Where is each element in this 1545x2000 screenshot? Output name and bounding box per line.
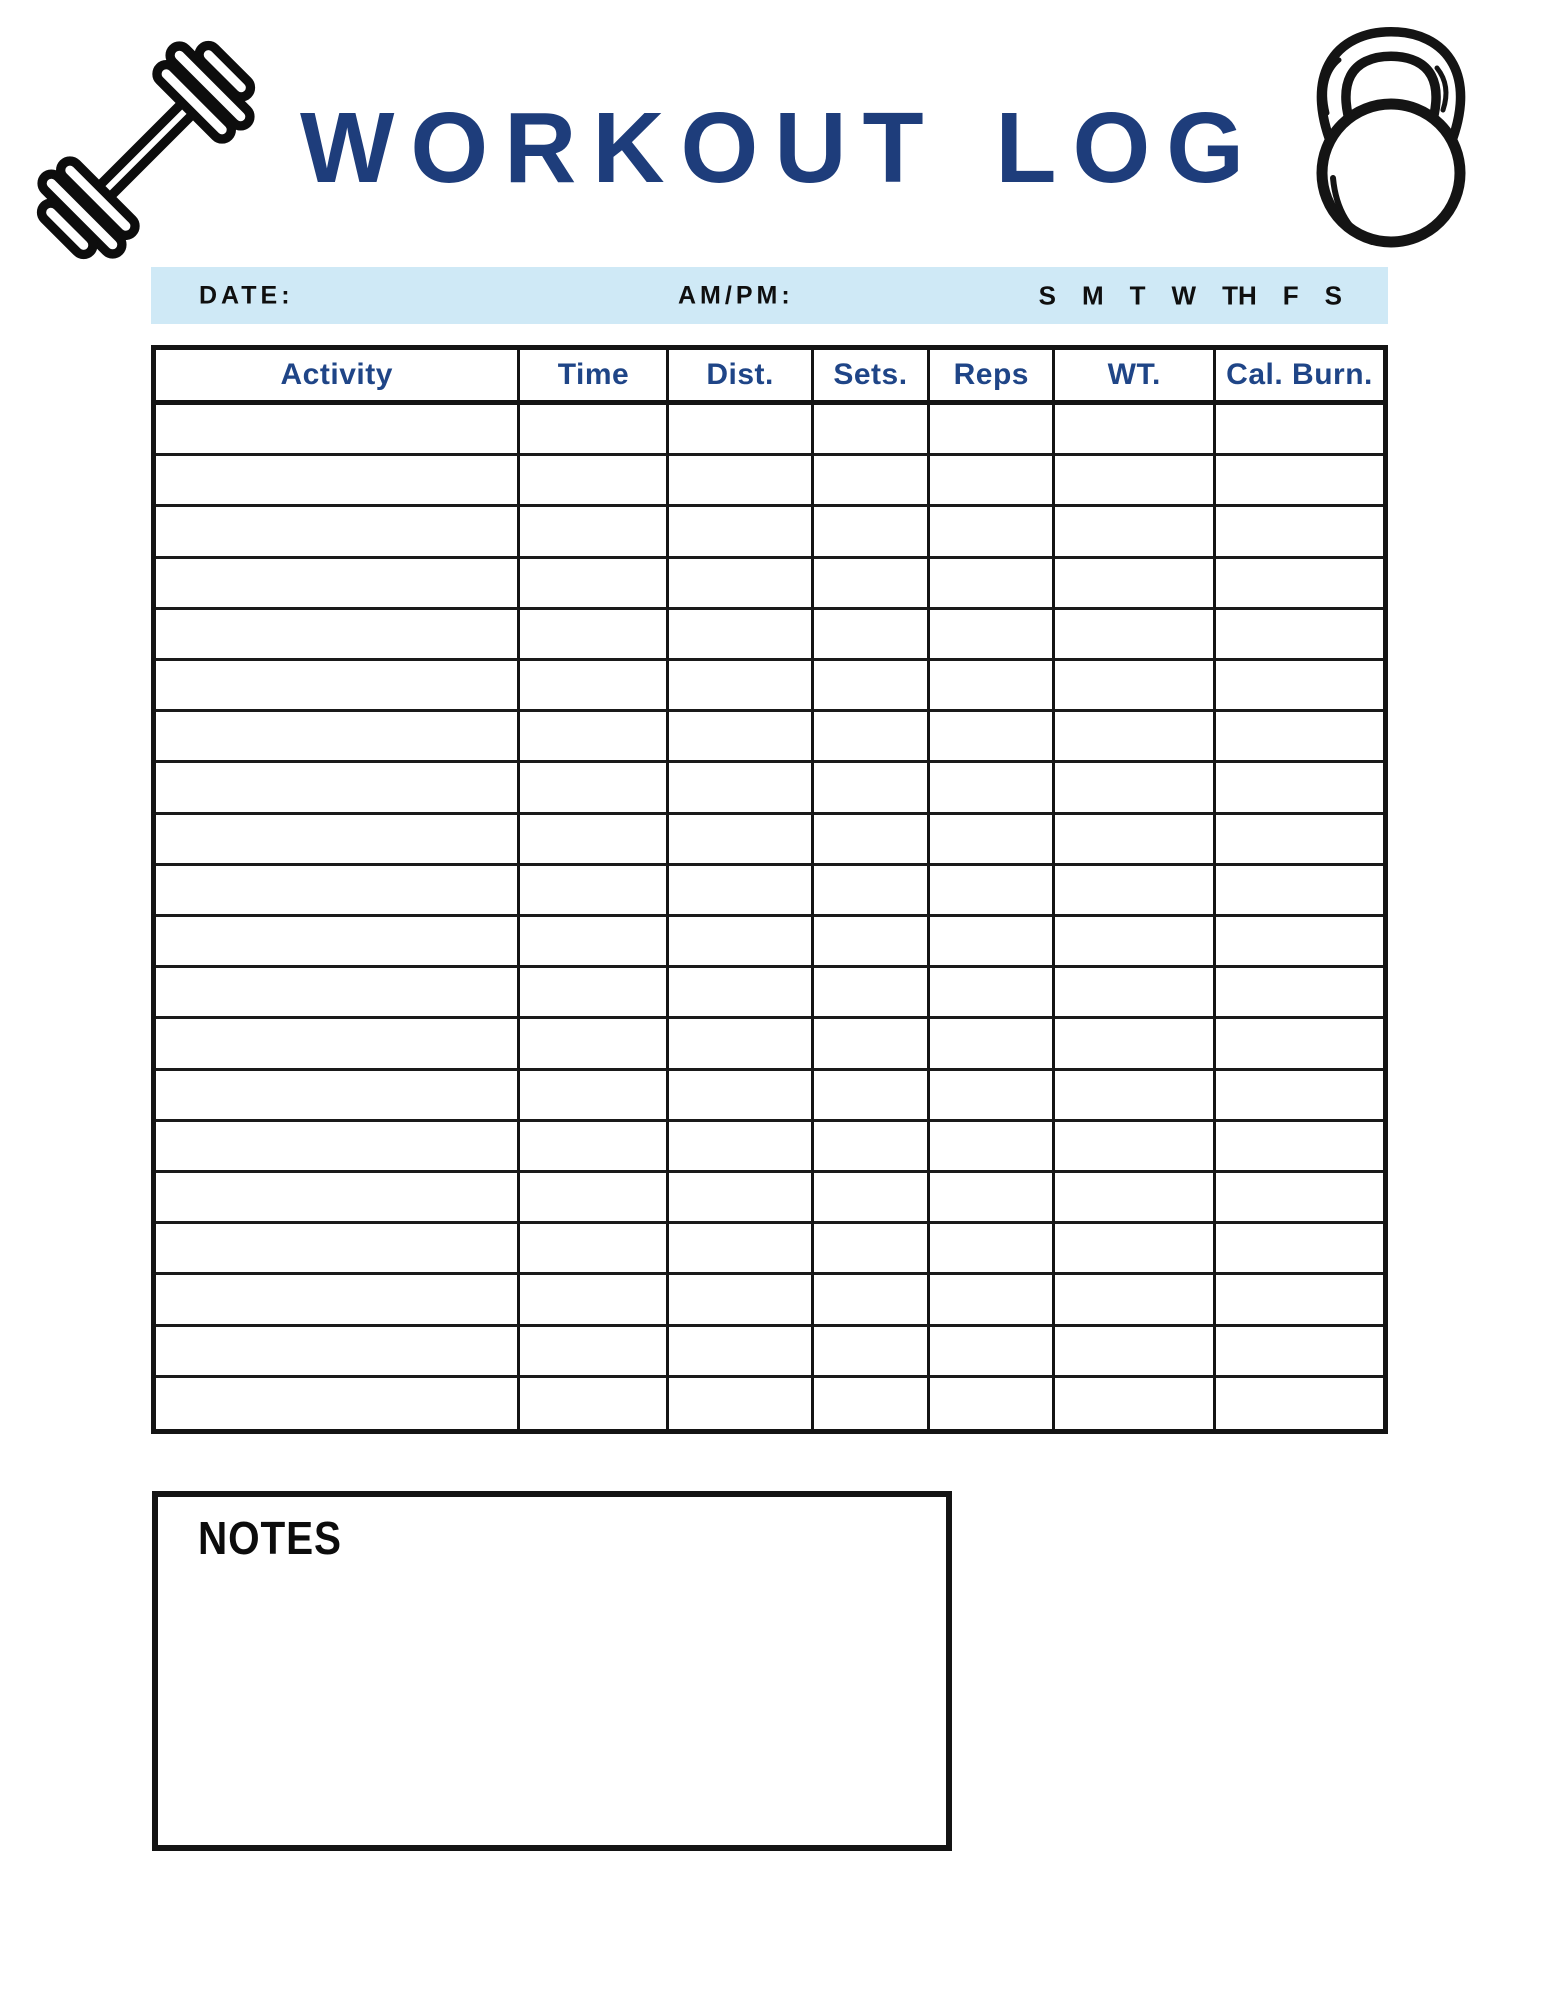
cell-reps[interactable] [930, 661, 1055, 712]
table-row [156, 815, 1383, 866]
cell-calburn[interactable] [1216, 1275, 1383, 1326]
table-row [156, 712, 1383, 763]
day-option-s[interactable]: S [1038, 280, 1056, 310]
cell-wt[interactable] [1055, 917, 1216, 968]
cell-time[interactable] [520, 456, 669, 507]
cell-reps[interactable] [930, 405, 1055, 456]
cell-sets[interactable] [814, 1122, 931, 1173]
cell-activity[interactable] [156, 507, 520, 558]
cell-sets[interactable] [814, 866, 931, 917]
cell-time[interactable] [520, 610, 669, 661]
cell-time[interactable] [520, 1327, 669, 1378]
table-body [156, 405, 1383, 1429]
cell-time[interactable] [520, 661, 669, 712]
cell-dist[interactable] [669, 1019, 813, 1070]
table-row [156, 1275, 1383, 1326]
cell-sets[interactable] [814, 917, 931, 968]
cell-reps[interactable] [930, 1019, 1055, 1070]
cell-wt[interactable] [1055, 712, 1216, 763]
cell-wt[interactable] [1055, 661, 1216, 712]
cell-sets[interactable] [814, 405, 931, 456]
day-option-f[interactable]: F [1282, 280, 1299, 310]
cell-wt[interactable] [1055, 559, 1216, 610]
cell-activity[interactable] [156, 1327, 520, 1378]
cell-time[interactable] [520, 507, 669, 558]
cell-wt[interactable] [1055, 1173, 1216, 1224]
cell-sets[interactable] [814, 1071, 931, 1122]
cell-wt[interactable] [1055, 815, 1216, 866]
cell-reps[interactable] [930, 815, 1055, 866]
cell-activity[interactable] [156, 712, 520, 763]
cell-dist[interactable] [669, 1275, 813, 1326]
table-header-row [156, 350, 1383, 405]
cell-activity[interactable] [156, 1378, 520, 1429]
dumbbell-icon [34, 38, 258, 262]
cell-wt[interactable] [1055, 456, 1216, 507]
table-row [156, 1224, 1383, 1275]
cell-dist[interactable] [669, 661, 813, 712]
cell-time[interactable] [520, 1173, 669, 1224]
cell-activity[interactable] [156, 1275, 520, 1326]
cell-activity[interactable] [156, 917, 520, 968]
cell-wt[interactable] [1055, 1071, 1216, 1122]
cell-reps[interactable] [930, 559, 1055, 610]
cell-activity[interactable] [156, 610, 520, 661]
cell-dist[interactable] [669, 1173, 813, 1224]
cell-reps[interactable] [930, 1327, 1055, 1378]
cell-wt[interactable] [1055, 1378, 1216, 1429]
cell-dist[interactable] [669, 1122, 813, 1173]
cell-wt[interactable] [1055, 405, 1216, 456]
cell-dist[interactable] [669, 1327, 813, 1378]
cell-time[interactable] [520, 968, 669, 1019]
cell-calburn[interactable] [1216, 1122, 1383, 1173]
cell-calburn[interactable] [1216, 917, 1383, 968]
cell-wt[interactable] [1055, 1224, 1216, 1275]
cell-reps[interactable] [930, 610, 1055, 661]
cell-reps[interactable] [930, 866, 1055, 917]
column-header-dist: Dist. [669, 350, 813, 400]
table-row [156, 1327, 1383, 1378]
info-bar [151, 267, 1388, 324]
cell-reps[interactable] [930, 1275, 1055, 1326]
cell-calburn[interactable] [1216, 1019, 1383, 1070]
cell-dist[interactable] [669, 815, 813, 866]
date-input-area[interactable] [461, 275, 661, 316]
cell-sets[interactable] [814, 968, 931, 1019]
cell-activity[interactable] [156, 763, 520, 814]
cell-activity[interactable] [156, 1122, 520, 1173]
cell-sets[interactable] [814, 610, 931, 661]
notes-box [152, 1491, 952, 1851]
table-row [156, 917, 1383, 968]
cell-sets[interactable] [814, 763, 931, 814]
column-header-reps: Reps [930, 350, 1055, 400]
table-row [156, 1071, 1383, 1122]
cell-reps[interactable] [930, 712, 1055, 763]
cell-time[interactable] [520, 1224, 669, 1275]
cell-calburn[interactable] [1216, 507, 1383, 558]
cell-sets[interactable] [814, 661, 931, 712]
cell-calburn[interactable] [1216, 763, 1383, 814]
cell-dist[interactable] [669, 1378, 813, 1429]
cell-sets[interactable] [814, 507, 931, 558]
cell-sets[interactable] [814, 559, 931, 610]
cell-time[interactable] [520, 763, 669, 814]
cell-time[interactable] [520, 1122, 669, 1173]
column-header-calburn: Cal. Burn. [1226, 358, 1373, 391]
cell-wt[interactable] [1055, 1275, 1216, 1326]
cell-calburn[interactable] [1216, 456, 1383, 507]
cell-sets[interactable] [814, 1019, 931, 1070]
cell-reps[interactable] [930, 1173, 1055, 1224]
cell-calburn[interactable] [1216, 1071, 1383, 1122]
kettlebell-icon [1303, 18, 1483, 258]
table-row [156, 661, 1383, 712]
column-header-time: Time [520, 350, 669, 400]
cell-time[interactable] [520, 815, 669, 866]
cell-sets[interactable] [814, 815, 931, 866]
cell-wt[interactable] [1055, 507, 1216, 558]
cell-time[interactable] [520, 1275, 669, 1326]
column-header-activity: Activity [156, 350, 520, 400]
table-row [156, 866, 1383, 917]
day-option-m[interactable]: M [1081, 280, 1104, 310]
cell-wt[interactable] [1055, 1019, 1216, 1070]
day-option-t[interactable]: T [1129, 280, 1146, 310]
cell-dist[interactable] [669, 456, 813, 507]
cell-calburn[interactable] [1216, 1327, 1383, 1378]
day-option-th[interactable]: TH [1222, 280, 1257, 310]
cell-activity[interactable] [156, 559, 520, 610]
cell-reps[interactable] [930, 1122, 1055, 1173]
date-label: DATE: [199, 281, 294, 309]
cell-calburn[interactable] [1216, 1173, 1383, 1224]
cell-dist[interactable] [669, 1224, 813, 1275]
cell-reps[interactable] [930, 968, 1055, 1019]
table-row [156, 1019, 1383, 1070]
day-option-w[interactable]: W [1171, 280, 1197, 310]
day-selector [1039, 280, 1342, 311]
cell-sets[interactable] [814, 1224, 931, 1275]
cell-time[interactable] [520, 1071, 669, 1122]
cell-activity[interactable] [156, 661, 520, 712]
table-row [156, 1173, 1383, 1224]
cell-reps[interactable] [930, 1224, 1055, 1275]
cell-sets[interactable] [814, 456, 931, 507]
table-row [156, 610, 1383, 661]
cell-calburn[interactable] [1216, 815, 1383, 866]
column-header-sets: Sets. [814, 350, 931, 400]
cell-reps[interactable] [930, 1378, 1055, 1429]
cell-sets[interactable] [814, 1173, 931, 1224]
cell-sets[interactable] [814, 1327, 931, 1378]
cell-wt[interactable] [1055, 763, 1216, 814]
cell-calburn[interactable] [1216, 1224, 1383, 1275]
cell-time[interactable] [520, 712, 669, 763]
cell-sets[interactable] [814, 1378, 931, 1429]
day-option-s[interactable]: S [1324, 280, 1342, 310]
cell-wt[interactable] [1055, 1122, 1216, 1173]
table-row [156, 1378, 1383, 1429]
cell-time[interactable] [520, 405, 669, 456]
cell-reps[interactable] [930, 507, 1055, 558]
ampm-label: AM/PM: [678, 281, 794, 309]
cell-activity[interactable] [156, 815, 520, 866]
workout-table [151, 345, 1388, 1434]
cell-dist[interactable] [669, 507, 813, 558]
cell-activity[interactable] [156, 1224, 520, 1275]
cell-calburn[interactable] [1216, 661, 1383, 712]
cell-sets[interactable] [814, 1275, 931, 1326]
cell-time[interactable] [520, 917, 669, 968]
table-row [156, 405, 1383, 456]
cell-dist[interactable] [669, 712, 813, 763]
table-row [156, 1122, 1383, 1173]
cell-time[interactable] [520, 1019, 669, 1070]
notes-input-area[interactable] [168, 1567, 936, 1835]
cell-dist[interactable] [669, 405, 813, 456]
table-row [156, 559, 1383, 610]
table-row [156, 456, 1383, 507]
cell-reps[interactable] [930, 763, 1055, 814]
cell-wt[interactable] [1055, 968, 1216, 1019]
cell-time[interactable] [520, 1378, 669, 1429]
cell-calburn[interactable] [1216, 968, 1383, 1019]
table-row [156, 968, 1383, 1019]
cell-activity[interactable] [156, 866, 520, 917]
cell-wt[interactable] [1055, 866, 1216, 917]
notes-label: NOTES [198, 1512, 342, 1564]
table-row [156, 507, 1383, 558]
cell-reps[interactable] [930, 1071, 1055, 1122]
cell-calburn[interactable] [1216, 866, 1383, 917]
cell-activity[interactable] [156, 1173, 520, 1224]
cell-dist[interactable] [669, 866, 813, 917]
cell-dist[interactable] [669, 917, 813, 968]
cell-activity[interactable] [156, 1071, 520, 1122]
column-header-wt: WT. [1055, 350, 1216, 400]
cell-calburn[interactable] [1216, 712, 1383, 763]
cell-calburn[interactable] [1216, 610, 1383, 661]
cell-calburn[interactable] [1216, 1378, 1383, 1429]
cell-time[interactable] [520, 559, 669, 610]
table-row [156, 763, 1383, 814]
cell-dist[interactable] [669, 1071, 813, 1122]
cell-calburn[interactable] [1216, 405, 1383, 456]
cell-wt[interactable] [1055, 1327, 1216, 1378]
page-title: WORKOUT LOG [299, 92, 1261, 204]
cell-reps[interactable] [930, 456, 1055, 507]
cell-activity[interactable] [156, 405, 520, 456]
cell-activity[interactable] [156, 456, 520, 507]
cell-time[interactable] [520, 866, 669, 917]
cell-reps[interactable] [930, 917, 1055, 968]
cell-dist[interactable] [669, 559, 813, 610]
cell-dist[interactable] [669, 968, 813, 1019]
cell-sets[interactable] [814, 712, 931, 763]
cell-dist[interactable] [669, 763, 813, 814]
cell-activity[interactable] [156, 968, 520, 1019]
cell-dist[interactable] [669, 610, 813, 661]
cell-wt[interactable] [1055, 610, 1216, 661]
cell-calburn[interactable] [1216, 559, 1383, 610]
cell-activity[interactable] [156, 1019, 520, 1070]
